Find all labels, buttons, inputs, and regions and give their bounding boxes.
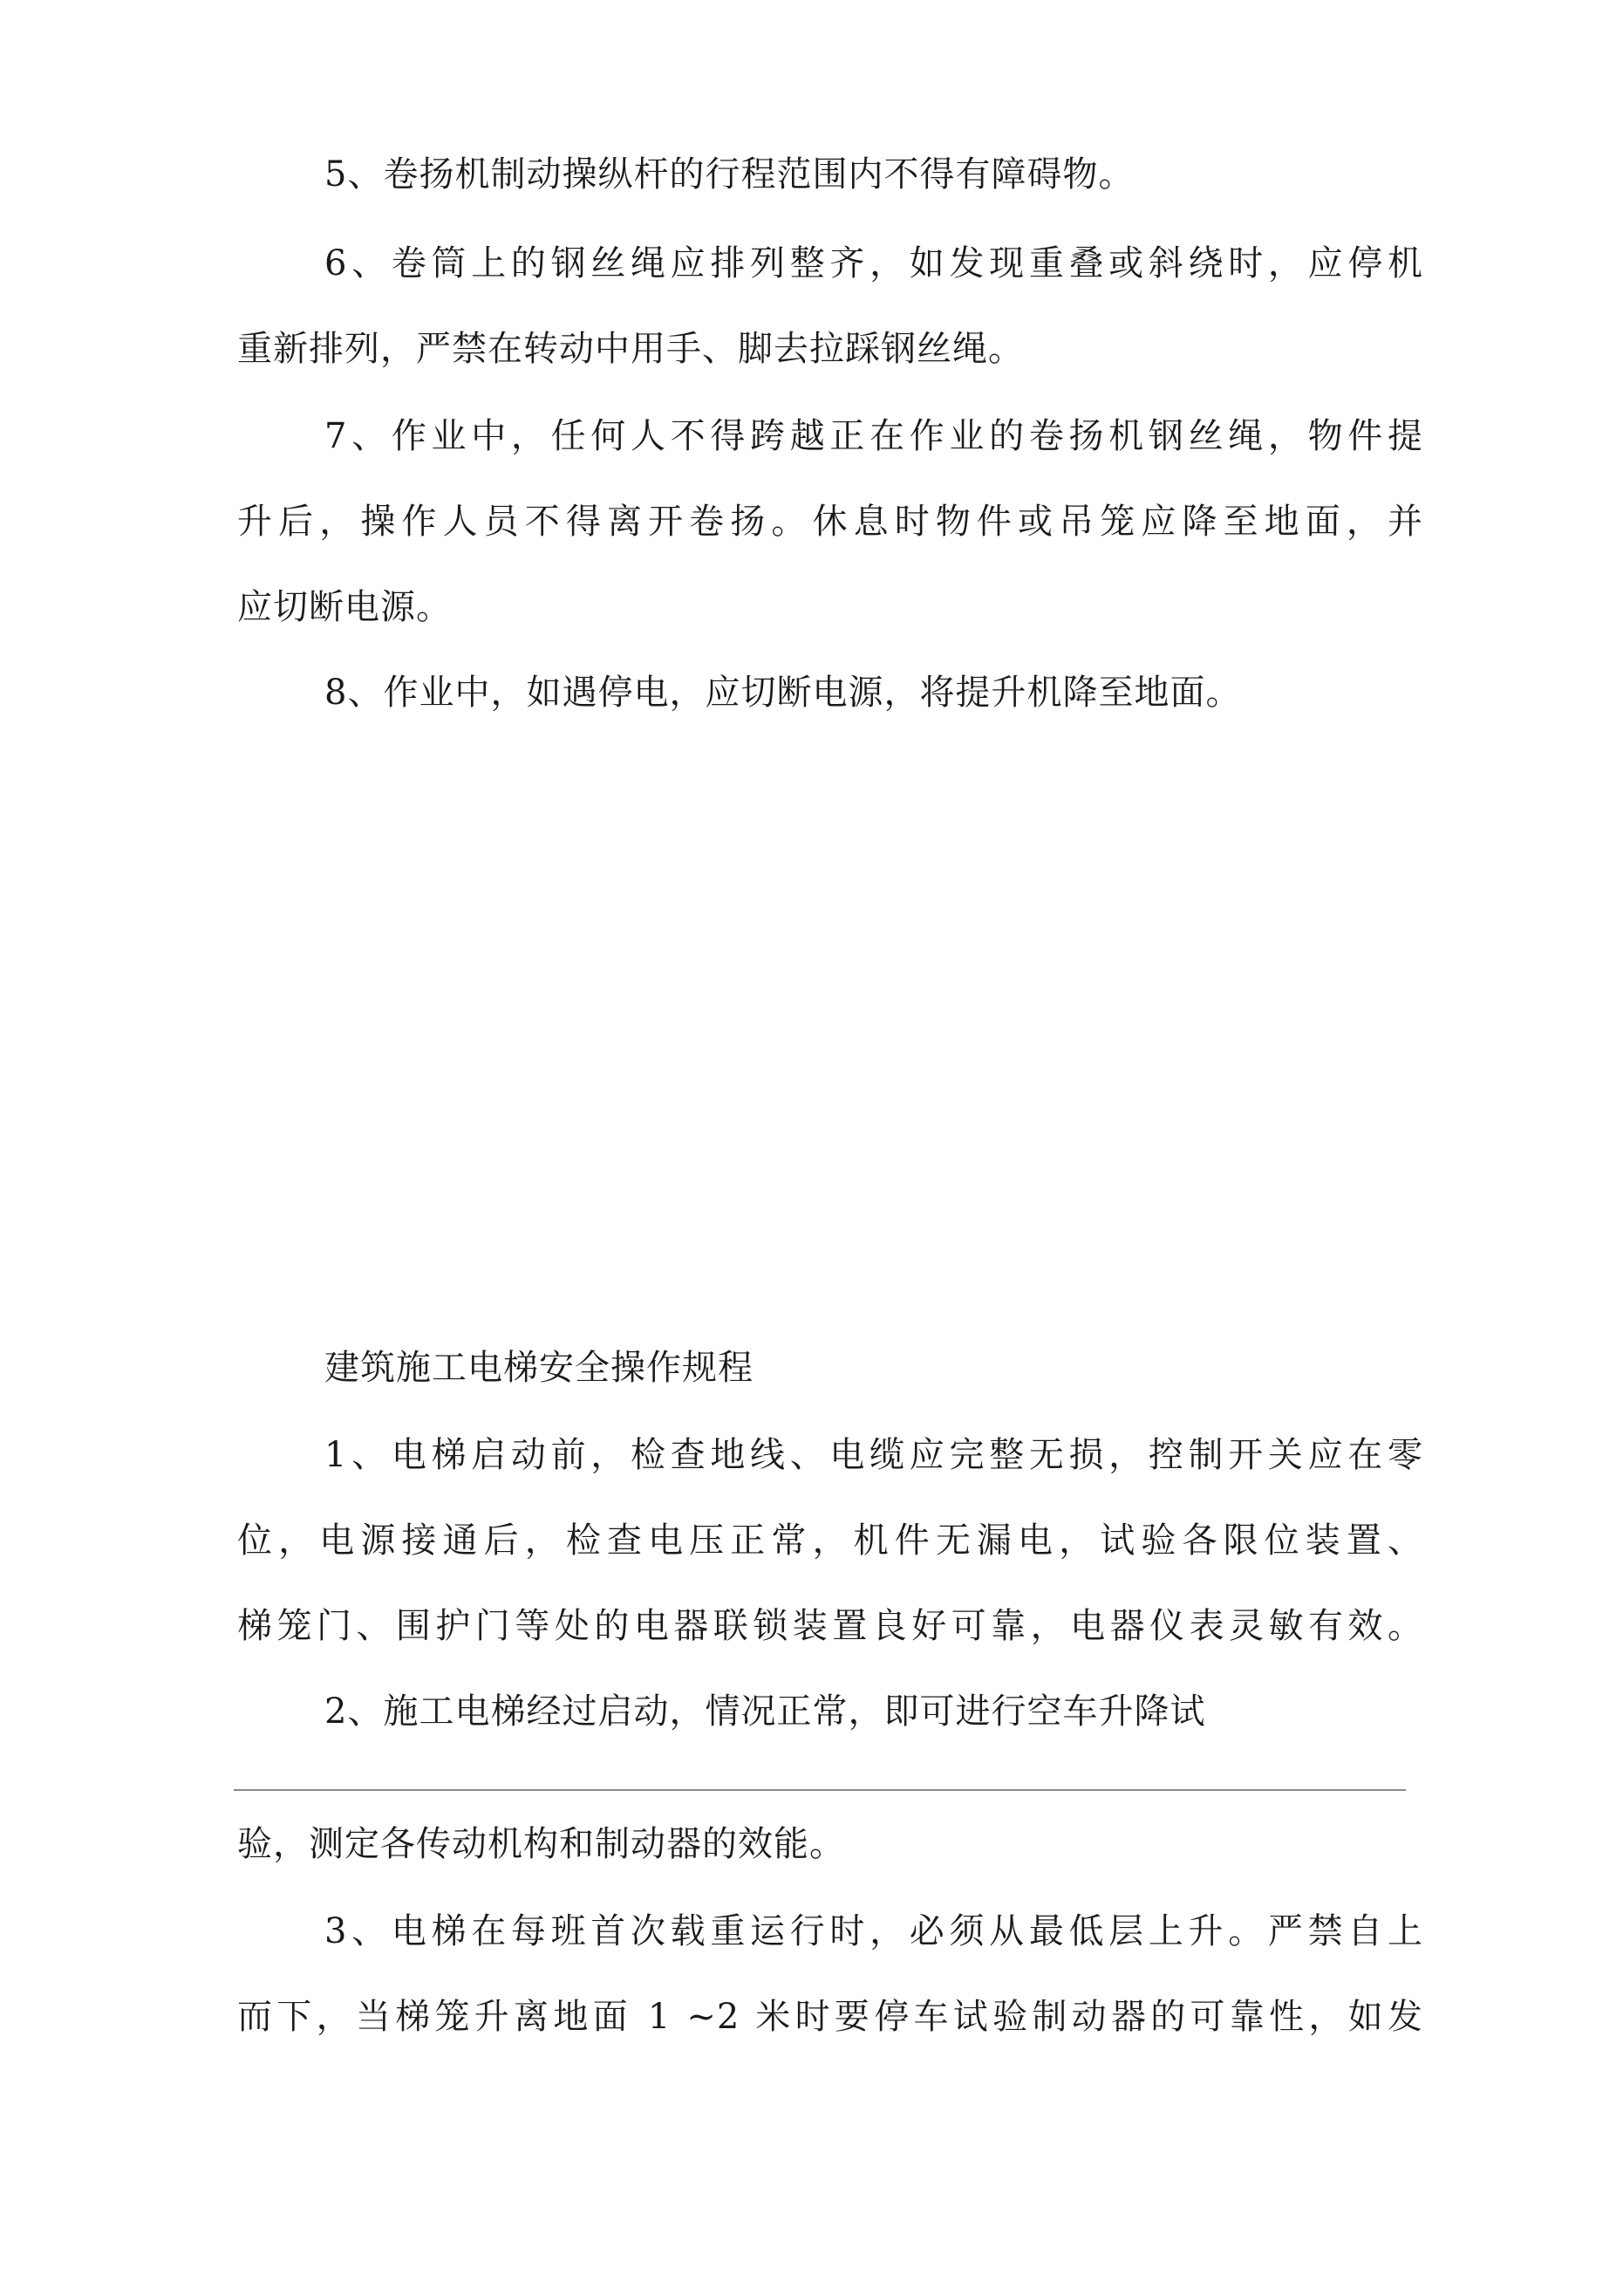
- page-break-divider: [234, 1789, 1406, 1791]
- paragraph-line: 3、电梯在每班首次载重运行时，必须从最低层上升。严禁自上: [324, 1911, 1423, 1951]
- paragraph-line: 验，测定各传动机构和制动器的效能。: [237, 1824, 845, 1864]
- paragraph-line: 6、卷筒上的钢丝绳应排列整齐，如发现重叠或斜绕时，应停机: [324, 243, 1423, 284]
- paragraph-line: 应切断电源。: [237, 587, 452, 627]
- paragraph-line: 升后，操作人员不得离开卷扬。休息时物件或吊笼应降至地面，并: [237, 502, 1423, 542]
- paragraph-line: 位，电源接通后，检查电压正常，机件无漏电，试验各限位装置、: [237, 1520, 1423, 1561]
- paragraph-line: 5、卷扬机制动操纵杆的行程范围内不得有障碍物。: [324, 154, 1135, 195]
- paragraph-line: 梯笼门、围护门等处的电器联锁装置良好可靠，电器仪表灵敏有效。: [237, 1606, 1423, 1646]
- paragraph-line: 7、作业中，任何人不得跨越正在作业的卷扬机钢丝绳，物件提: [324, 416, 1423, 456]
- paragraph-line: 1、电梯启动前，检查地线、电缆应完整无损，控制开关应在零: [324, 1435, 1423, 1475]
- paragraph-line: 2、施工电梯经过启动，情况正常，即可进行空车升降试: [324, 1691, 1206, 1732]
- paragraph-line: 而下，当梯笼升离地面 1 ~2 米时要停车试验制动器的可靠性，如发: [237, 1997, 1423, 2037]
- paragraph-line: 重新排列，严禁在转动中用手、脚去拉踩钢丝绳。: [237, 329, 1024, 369]
- paragraph-line: 8、作业中，如遇停电，应切断电源，将提升机降至地面。: [324, 673, 1242, 713]
- section-title: 建筑施工电梯安全操作规程: [324, 1348, 754, 1388]
